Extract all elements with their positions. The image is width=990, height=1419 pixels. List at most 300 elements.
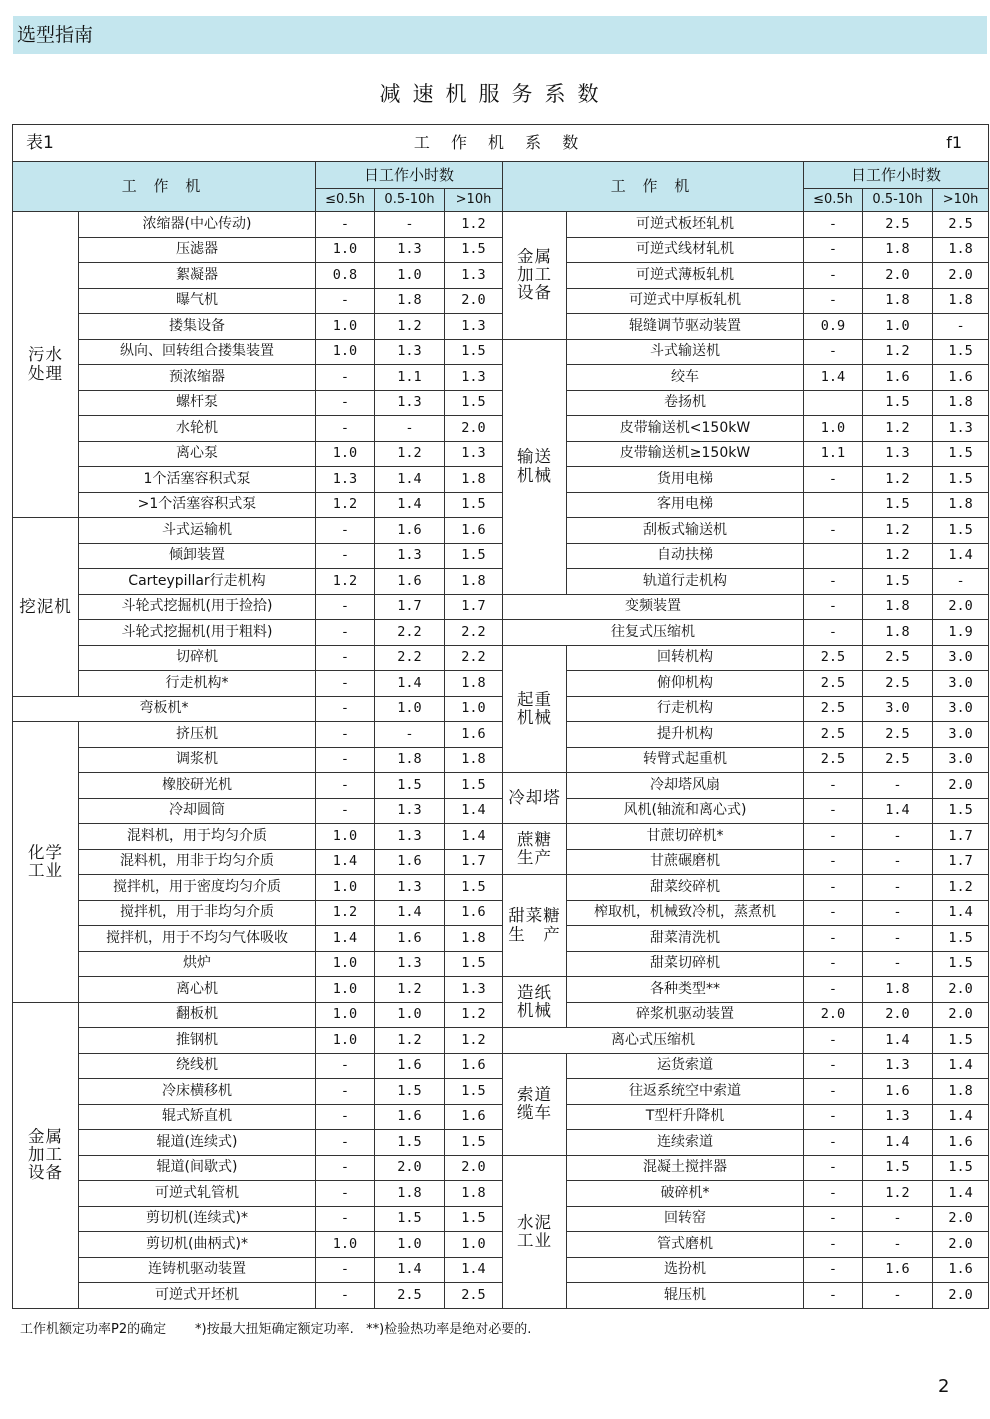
group-label-right: 水泥 工业 <box>503 1155 567 1309</box>
factor-gt-10h-right: 2.5 <box>933 212 989 238</box>
factor-le-0-5h-right: - <box>804 926 863 952</box>
table-row <box>13 1232 989 1258</box>
factor-gt-10h-left: 1.6 <box>445 1053 503 1079</box>
factor-gt-10h-left: 1.8 <box>445 747 503 773</box>
machine-name-left: 冷床横移机 <box>79 1079 316 1105</box>
machine-name-left: 翻板机 <box>79 1002 316 1028</box>
subheader-0-5-10h-left: 0.5-10h <box>375 189 445 212</box>
table-row <box>13 977 989 1003</box>
factor-gt-10h-left: 1.5 <box>445 237 503 263</box>
machine-name-left: 浓缩器(中心传动) <box>79 212 316 238</box>
factor-gt-10h-left: 1.7 <box>445 849 503 875</box>
table-row <box>13 696 989 722</box>
service-factor-table-wrapper <box>12 124 988 1309</box>
factor-gt-10h-left: 1.5 <box>445 1130 503 1156</box>
factor-gt-10h-left: 2.2 <box>445 645 503 671</box>
machine-name-left: 离心机 <box>79 977 316 1003</box>
table-row <box>13 314 989 340</box>
group-label-left: 挖泥机 <box>13 518 79 697</box>
factor-0-5-10h-right: 1.5 <box>863 569 933 595</box>
factor-0-5-10h-right: - <box>863 1283 933 1309</box>
factor-gt-10h-right: 1.5 <box>933 926 989 952</box>
factor-0-5-10h-left: - <box>375 722 445 748</box>
factor-0-5-10h-left: 1.6 <box>375 518 445 544</box>
factor-gt-10h-right: 2.0 <box>933 1206 989 1232</box>
factor-gt-10h-left: 1.6 <box>445 518 503 544</box>
footnote: 工作机额定功率P2的确定 *)按最大扭矩确定额定功率. **)检验热功率是绝对必要的. <box>20 1322 532 1337</box>
factor-le-0-5h-right: 1.1 <box>804 441 863 467</box>
group-label-right: 造纸 机械 <box>503 977 567 1028</box>
machine-name-right: 选扮机 <box>567 1257 804 1283</box>
group-label-left: 金属 加工 设备 <box>13 1002 79 1309</box>
factor-le-0-5h-left: - <box>316 212 375 238</box>
machine-name-right: 回转窑 <box>567 1206 804 1232</box>
factor-le-0-5h-left: 1.0 <box>316 1028 375 1054</box>
machine-name-left: 冷却圆筒 <box>79 798 316 824</box>
factor-0-5-10h-left: 1.6 <box>375 849 445 875</box>
factor-gt-10h-right: 2.0 <box>933 1002 989 1028</box>
factor-le-0-5h-left: - <box>316 1257 375 1283</box>
subheader-gt-10h-right: >10h <box>933 189 989 212</box>
factor-0-5-10h-left: 1.4 <box>375 467 445 493</box>
machine-name-left: 烘炉 <box>79 951 316 977</box>
factor-le-0-5h-right: - <box>804 518 863 544</box>
factor-0-5-10h-right: 1.6 <box>863 1257 933 1283</box>
factor-0-5-10h-left: 2.2 <box>375 620 445 646</box>
factor-le-0-5h-right: - <box>804 1130 863 1156</box>
factor-le-0-5h-left: - <box>316 1104 375 1130</box>
machine-name-right: 甜菜绞碎机 <box>567 875 804 901</box>
machine-name-left: 混料机，用于均匀介质 <box>79 824 316 850</box>
machine-name-left: 搅拌机，用于不均匀气体吸收 <box>79 926 316 952</box>
factor-gt-10h-left: 1.5 <box>445 390 503 416</box>
factor-0-5-10h-left: 1.3 <box>375 951 445 977</box>
factor-gt-10h-right: 1.7 <box>933 824 989 850</box>
factor-0-5-10h-right: 1.2 <box>863 1181 933 1207</box>
factor-le-0-5h-right: - <box>804 773 863 799</box>
group-label-right: 甜菜糖 生 产 <box>503 875 567 977</box>
factor-gt-10h-right: 1.8 <box>933 390 989 416</box>
factor-gt-10h-left: 1.3 <box>445 441 503 467</box>
factor-le-0-5h-left: - <box>316 1053 375 1079</box>
factor-gt-10h-left: 1.5 <box>445 773 503 799</box>
factor-gt-10h-left: 1.5 <box>445 339 503 365</box>
machine-name-right: 俯仰机构 <box>567 671 804 697</box>
factor-0-5-10h-right: 1.5 <box>863 390 933 416</box>
machine-name-right: 甘蔗碾磨机 <box>567 849 804 875</box>
factor-0-5-10h-left: 1.0 <box>375 1232 445 1258</box>
factor-gt-10h-right: 1.8 <box>933 237 989 263</box>
machine-name-left: 螺杆泵 <box>79 390 316 416</box>
factor-0-5-10h-right: - <box>863 951 933 977</box>
service-factor-table <box>12 124 989 1309</box>
factor-le-0-5h-left: 1.2 <box>316 492 375 518</box>
factor-le-0-5h-left: 0.8 <box>316 263 375 289</box>
machine-name-left: 切碎机 <box>79 645 316 671</box>
factor-gt-10h-left: 1.5 <box>445 1079 503 1105</box>
machine-name-right: 冷却塔风扇 <box>567 773 804 799</box>
machine-name-right: 可逆式板坯轧机 <box>567 212 804 238</box>
machine-name-left: 倾卸装置 <box>79 543 316 569</box>
machine-name-left: 斗式运输机 <box>79 518 316 544</box>
factor-le-0-5h-right: - <box>804 1257 863 1283</box>
machine-name-right: 卷扬机 <box>567 390 804 416</box>
machine-name-left: 搅拌机，用于非均匀介质 <box>79 900 316 926</box>
factor-le-0-5h-right: - <box>804 237 863 263</box>
factor-le-0-5h-left: - <box>316 671 375 697</box>
table-row <box>13 1104 989 1130</box>
factor-le-0-5h-right: - <box>804 263 863 289</box>
machine-name-right: 轨道行走机构 <box>567 569 804 595</box>
factor-0-5-10h-right: 1.8 <box>863 288 933 314</box>
factor-le-0-5h-left: - <box>316 645 375 671</box>
factor-le-0-5h-right <box>804 390 863 416</box>
factor-gt-10h-right: 1.5 <box>933 1028 989 1054</box>
factor-0-5-10h-right: - <box>863 926 933 952</box>
factor-le-0-5h-left: - <box>316 288 375 314</box>
group-label-right: 金属 加工 设备 <box>503 212 567 340</box>
factor-gt-10h-left: 1.5 <box>445 543 503 569</box>
factor-gt-10h-left: 1.8 <box>445 569 503 595</box>
table-row <box>13 900 989 926</box>
machine-name-left: 搅拌机，用于密度均匀介质 <box>79 875 316 901</box>
factor-0-5-10h-left: 1.4 <box>375 671 445 697</box>
machine-name-right: 自动扶梯 <box>567 543 804 569</box>
factor-le-0-5h-left: - <box>316 416 375 442</box>
machine-name-right: 各种类型** <box>567 977 804 1003</box>
table-row <box>13 773 989 799</box>
factor-le-0-5h-right: - <box>804 1104 863 1130</box>
table-row <box>13 645 989 671</box>
table-row <box>13 1283 989 1309</box>
factor-0-5-10h-left: 2.5 <box>375 1283 445 1309</box>
factor-le-0-5h-right: - <box>804 1283 863 1309</box>
factor-le-0-5h-left: - <box>316 365 375 391</box>
machine-name-right: 风机(轴流和离心式) <box>567 798 804 824</box>
factor-0-5-10h-left: 2.0 <box>375 1155 445 1181</box>
machine-name-left: 可逆式开坯机 <box>79 1283 316 1309</box>
factor-gt-10h-left: 1.3 <box>445 263 503 289</box>
machine-name-left: 连铸机驱动装置 <box>79 1257 316 1283</box>
group-label-right: 起重 机械 <box>503 645 567 773</box>
machine-name-left: 曝气机 <box>79 288 316 314</box>
factor-0-5-10h-right: 1.3 <box>863 441 933 467</box>
factor-gt-10h-right: 1.4 <box>933 900 989 926</box>
factor-0-5-10h-right: 1.5 <box>863 492 933 518</box>
factor-le-0-5h-left: 1.0 <box>316 441 375 467</box>
machine-name-left: 斗轮式挖掘机(用于粗料) <box>79 620 316 646</box>
factor-le-0-5h-left: 1.2 <box>316 900 375 926</box>
table-row <box>13 365 989 391</box>
factor-gt-10h-right: 2.0 <box>933 1232 989 1258</box>
factor-0-5-10h-right: 1.4 <box>863 1130 933 1156</box>
factor-0-5-10h-right: 1.2 <box>863 543 933 569</box>
table-row <box>13 1155 989 1181</box>
factor-0-5-10h-left: 1.4 <box>375 1257 445 1283</box>
factor-0-5-10h-right: 1.2 <box>863 467 933 493</box>
table-row <box>13 849 989 875</box>
factor-0-5-10h-right: 1.8 <box>863 620 933 646</box>
table-row <box>13 620 989 646</box>
factor-0-5-10h-left: 1.7 <box>375 594 445 620</box>
table-row <box>13 569 989 595</box>
factor-gt-10h-left: 1.4 <box>445 1257 503 1283</box>
column-header-machine-right: 工 作 机 <box>503 162 804 212</box>
factor-gt-10h-left: 1.3 <box>445 314 503 340</box>
factor-0-5-10h-right: 1.4 <box>863 1028 933 1054</box>
factor-le-0-5h-right: 2.5 <box>804 645 863 671</box>
table-row <box>13 263 989 289</box>
factor-le-0-5h-left: 1.0 <box>316 951 375 977</box>
table-row <box>13 237 989 263</box>
factor-0-5-10h-left: 1.4 <box>375 492 445 518</box>
factor-0-5-10h-right: 2.5 <box>863 722 933 748</box>
factor-0-5-10h-left: 1.6 <box>375 926 445 952</box>
factor-gt-10h-left: 1.0 <box>445 696 503 722</box>
factor-0-5-10h-left: 1.1 <box>375 365 445 391</box>
factor-0-5-10h-right: 1.6 <box>863 1079 933 1105</box>
factor-gt-10h-right: 1.3 <box>933 416 989 442</box>
table-row <box>13 339 989 365</box>
factor-gt-10h-right: 1.6 <box>933 1130 989 1156</box>
group-label-right: 索道 缆车 <box>503 1053 567 1155</box>
subheader-le-0-5h-right: ≤0.5h <box>804 189 863 212</box>
factor-gt-10h-right: 1.5 <box>933 339 989 365</box>
machine-name-right: 斗式输送机 <box>567 339 804 365</box>
factor-symbol: f1 <box>946 132 963 152</box>
factor-le-0-5h-right: - <box>804 594 863 620</box>
machine-name-left: 辊式矫直机 <box>79 1104 316 1130</box>
table-row <box>13 722 989 748</box>
table-row <box>13 594 989 620</box>
factor-gt-10h-left: 1.5 <box>445 1206 503 1232</box>
table-row <box>13 951 989 977</box>
document-title: 减速机服务系数 <box>379 82 611 106</box>
factor-le-0-5h-left: - <box>316 1079 375 1105</box>
factor-le-0-5h-left: 1.0 <box>316 875 375 901</box>
machine-name-right: 破碎机* <box>567 1181 804 1207</box>
table-number: 表1 <box>26 132 54 153</box>
factor-gt-10h-right: 1.8 <box>933 288 989 314</box>
factor-0-5-10h-left: 1.5 <box>375 1206 445 1232</box>
factor-0-5-10h-left: 1.6 <box>375 1104 445 1130</box>
factor-le-0-5h-left: 1.0 <box>316 339 375 365</box>
factor-le-0-5h-right <box>804 543 863 569</box>
table-row <box>13 747 989 773</box>
factor-0-5-10h-left: 1.6 <box>375 569 445 595</box>
factor-gt-10h-right: 2.0 <box>933 263 989 289</box>
machine-name-right: 客用电梯 <box>567 492 804 518</box>
factor-gt-10h-right: 1.4 <box>933 1053 989 1079</box>
factor-0-5-10h-left: 2.2 <box>375 645 445 671</box>
factor-0-5-10h-right: 1.2 <box>863 416 933 442</box>
factor-0-5-10h-right: - <box>863 1206 933 1232</box>
factor-gt-10h-left: 1.4 <box>445 798 503 824</box>
factor-0-5-10h-right: 1.8 <box>863 594 933 620</box>
column-header-machine-left: 工 作 机 <box>13 162 316 212</box>
subheader-le-0-5h-left: ≤0.5h <box>316 189 375 212</box>
factor-0-5-10h-right: 2.5 <box>863 645 933 671</box>
factor-gt-10h-right: 1.6 <box>933 365 989 391</box>
factor-0-5-10h-left: 1.2 <box>375 314 445 340</box>
table-row <box>13 390 989 416</box>
table-row <box>13 212 989 238</box>
group-label-right: 输送 机械 <box>503 339 567 594</box>
factor-gt-10h-right: 1.8 <box>933 492 989 518</box>
factor-gt-10h-right: - <box>933 569 989 595</box>
machine-name-right: 变频装置 <box>503 594 804 620</box>
machine-name-left: 辊道(连续式) <box>79 1130 316 1156</box>
machine-name-right: 离心式压缩机 <box>503 1028 804 1054</box>
machine-name-left: 压滤器 <box>79 237 316 263</box>
group-label-right: 冷却塔 <box>503 773 567 824</box>
factor-0-5-10h-right: 1.4 <box>863 798 933 824</box>
factor-0-5-10h-right: 1.2 <box>863 518 933 544</box>
factor-0-5-10h-right: 3.0 <box>863 696 933 722</box>
machine-name-right: 碎浆机驱动装置 <box>567 1002 804 1028</box>
factor-0-5-10h-left: 1.2 <box>375 1028 445 1054</box>
machine-name-right: 管式磨机 <box>567 1232 804 1258</box>
section-label: 选型指南 <box>17 24 94 46</box>
factor-0-5-10h-left: - <box>375 212 445 238</box>
factor-le-0-5h-left: - <box>316 1155 375 1181</box>
factor-gt-10h-right: 2.0 <box>933 1283 989 1309</box>
factor-0-5-10h-right: - <box>863 773 933 799</box>
factor-le-0-5h-left: 1.2 <box>316 569 375 595</box>
machine-name-left: 预浓缩器 <box>79 365 316 391</box>
machine-name-right: 甘蔗切碎机* <box>567 824 804 850</box>
machine-name-left: 绕线机 <box>79 1053 316 1079</box>
factor-0-5-10h-right: 1.8 <box>863 977 933 1003</box>
factor-0-5-10h-right: 1.5 <box>863 1155 933 1181</box>
table-row <box>13 1053 989 1079</box>
factor-le-0-5h-right: - <box>804 1181 863 1207</box>
factor-0-5-10h-right: 1.6 <box>863 365 933 391</box>
factor-0-5-10h-left: 1.3 <box>375 237 445 263</box>
factor-le-0-5h-left: 1.4 <box>316 926 375 952</box>
factor-0-5-10h-left: 1.8 <box>375 1181 445 1207</box>
machine-name-right: 往复式压缩机 <box>503 620 804 646</box>
factor-le-0-5h-right: - <box>804 875 863 901</box>
factor-gt-10h-right: 3.0 <box>933 671 989 697</box>
table-row <box>13 798 989 824</box>
factor-gt-10h-right: 1.7 <box>933 849 989 875</box>
subheader-0-5-10h-right: 0.5-10h <box>863 189 933 212</box>
factor-0-5-10h-left: 1.8 <box>375 747 445 773</box>
machine-name-right: 可逆式线材轧机 <box>567 237 804 263</box>
factor-0-5-10h-left: 1.5 <box>375 773 445 799</box>
machine-name-left: 橡胶研光机 <box>79 773 316 799</box>
factor-gt-10h-left: 1.2 <box>445 212 503 238</box>
table-row <box>13 467 989 493</box>
machine-name-left: Carteypillar行走机构 <box>79 569 316 595</box>
factor-gt-10h-left: 2.0 <box>445 1155 503 1181</box>
factor-le-0-5h-right: 2.5 <box>804 671 863 697</box>
machine-name-left: 水轮机 <box>79 416 316 442</box>
factor-0-5-10h-right: 2.5 <box>863 212 933 238</box>
factor-0-5-10h-left: 1.5 <box>375 1130 445 1156</box>
factor-le-0-5h-right: 2.5 <box>804 722 863 748</box>
machine-name-right: 甜菜清洗机 <box>567 926 804 952</box>
factor-gt-10h-left: 1.6 <box>445 1104 503 1130</box>
machine-name-right: 绞车 <box>567 365 804 391</box>
factor-le-0-5h-left: - <box>316 543 375 569</box>
factor-gt-10h-left: 1.5 <box>445 875 503 901</box>
factor-le-0-5h-left: - <box>316 518 375 544</box>
factor-le-0-5h-right: 0.9 <box>804 314 863 340</box>
factor-le-0-5h-left: 1.0 <box>316 1232 375 1258</box>
machine-name-right: 刮板式输送机 <box>567 518 804 544</box>
factor-gt-10h-left: 2.2 <box>445 620 503 646</box>
factor-le-0-5h-right: 1.4 <box>804 365 863 391</box>
factor-le-0-5h-left: - <box>316 773 375 799</box>
factor-gt-10h-left: 1.3 <box>445 365 503 391</box>
factor-gt-10h-right: 3.0 <box>933 696 989 722</box>
factor-le-0-5h-left: - <box>316 1181 375 1207</box>
factor-0-5-10h-left: 1.3 <box>375 824 445 850</box>
machine-name-right: 混凝土搅拌器 <box>567 1155 804 1181</box>
factor-le-0-5h-right: 2.5 <box>804 747 863 773</box>
factor-gt-10h-left: 2.0 <box>445 416 503 442</box>
table-row <box>13 824 989 850</box>
factor-gt-10h-right: - <box>933 314 989 340</box>
factor-0-5-10h-left: 1.8 <box>375 288 445 314</box>
table-row <box>13 492 989 518</box>
machine-name-right: 辊压机 <box>567 1283 804 1309</box>
factor-le-0-5h-left: 1.0 <box>316 314 375 340</box>
factor-le-0-5h-right: - <box>804 212 863 238</box>
factor-gt-10h-left: 1.6 <box>445 900 503 926</box>
table-row <box>13 543 989 569</box>
factor-gt-10h-right: 1.5 <box>933 467 989 493</box>
factor-le-0-5h-right: 1.0 <box>804 416 863 442</box>
factor-gt-10h-right: 3.0 <box>933 645 989 671</box>
machine-name-left: 推钢机 <box>79 1028 316 1054</box>
factor-0-5-10h-right: 1.3 <box>863 1104 933 1130</box>
machine-name-right: 可逆式中厚板轧机 <box>567 288 804 314</box>
factor-gt-10h-right: 1.5 <box>933 951 989 977</box>
factor-gt-10h-right: 2.0 <box>933 594 989 620</box>
factor-0-5-10h-right: - <box>863 1232 933 1258</box>
table-row <box>13 1257 989 1283</box>
factor-gt-10h-left: 1.8 <box>445 926 503 952</box>
factor-gt-10h-right: 1.5 <box>933 1155 989 1181</box>
machine-name-right: 行走机构 <box>567 696 804 722</box>
factor-0-5-10h-left: 1.4 <box>375 900 445 926</box>
table-row <box>13 1130 989 1156</box>
factor-gt-10h-left: 1.2 <box>445 1028 503 1054</box>
factor-0-5-10h-left: 1.3 <box>375 339 445 365</box>
factor-gt-10h-right: 1.4 <box>933 543 989 569</box>
factor-0-5-10h-left: 1.2 <box>375 441 445 467</box>
factor-gt-10h-left: 1.8 <box>445 671 503 697</box>
column-header-hours-right: 日工作小时数 <box>804 162 989 189</box>
factor-le-0-5h-right: - <box>804 1155 863 1181</box>
machine-name-right: 皮带输送机<150kW <box>567 416 804 442</box>
factor-0-5-10h-right: - <box>863 824 933 850</box>
factor-le-0-5h-right: - <box>804 1079 863 1105</box>
factor-le-0-5h-left: 1.0 <box>316 824 375 850</box>
group-label-right: 蔗糖 生产 <box>503 824 567 875</box>
factor-gt-10h-left: 1.7 <box>445 594 503 620</box>
factor-le-0-5h-right: - <box>804 977 863 1003</box>
factor-gt-10h-right: 2.0 <box>933 773 989 799</box>
factor-le-0-5h-left: - <box>316 1283 375 1309</box>
machine-name-right: 货用电梯 <box>567 467 804 493</box>
factor-0-5-10h-right: 1.8 <box>863 237 933 263</box>
table-row <box>13 1079 989 1105</box>
factor-gt-10h-right: 3.0 <box>933 747 989 773</box>
